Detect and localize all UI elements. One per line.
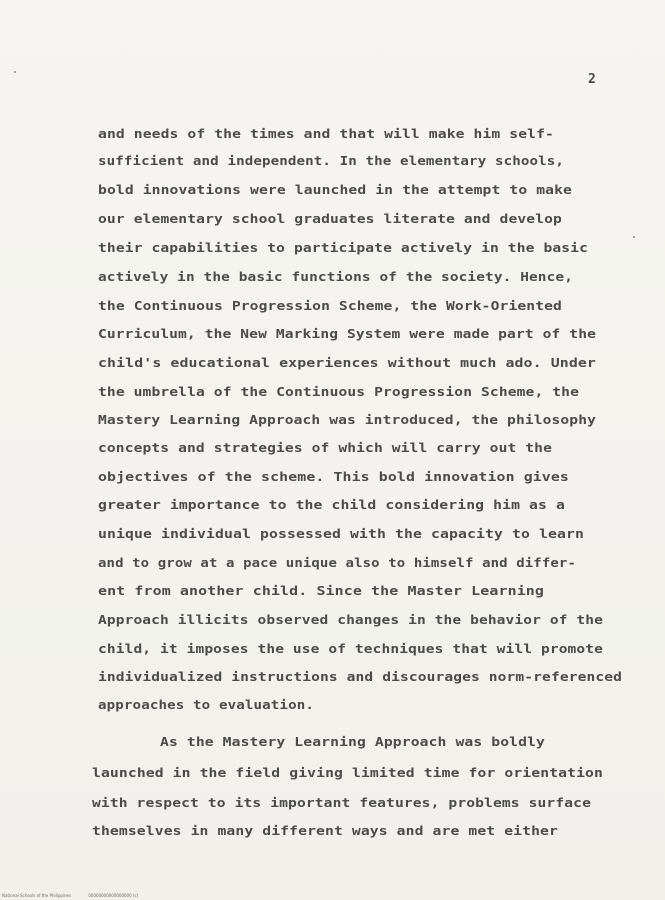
paragraph-1-line: child, it imposes the use of techniques that will promote xyxy=(98,641,603,656)
footer-institution: National Schools of the Philippines xyxy=(2,893,72,898)
paragraph-1-line: objectives of the scheme. This bold innovation gives xyxy=(98,469,569,484)
paragraph-1-line: their capabilities to participate actively in the basic xyxy=(98,240,588,255)
paragraph-2-line: launched in the field giving limited time for orientation xyxy=(92,765,603,780)
scan-footer xyxy=(2,893,154,898)
paragraph-1-line: Mastery Learning Approach was introduced, the philosophy xyxy=(98,412,596,427)
paragraph-1-line: concepts and strategies of which will carry out the xyxy=(98,440,552,455)
paragraph-2-line: with respect to its important features, problems surface xyxy=(92,795,591,810)
paragraph-1-line: Curriculum, the New Marking System were made part of the xyxy=(98,326,596,341)
paragraph-1-line: actively in the basic functions of the society. Hence, xyxy=(98,269,573,284)
paragraph-1-line: the Continuous Progression Scheme, the Work-Oriented xyxy=(98,298,562,313)
paragraph-1-line: approaches to evaluation. xyxy=(98,697,314,712)
footer-code: 00000000000000000 (c) xyxy=(88,893,139,898)
paragraph-1-line: individualized instructions and discourages norm-referenced xyxy=(98,669,622,684)
paragraph-1-line: child's educational experiences without much ado. Under xyxy=(98,355,596,370)
page-number: 2 xyxy=(588,72,596,87)
paragraph-1-line: greater importance to the child considering him as a xyxy=(98,497,565,512)
paragraph-1-line: ent from another child. Since the Master Learning xyxy=(98,583,544,598)
scan-speck xyxy=(633,236,635,238)
paragraph-1-line: unique individual possessed with the capacity to learn xyxy=(98,526,584,541)
paragraph-2-line: themselves in many different ways and are met either xyxy=(92,823,558,838)
paragraph-1-line: and needs of the times and that will make him self- xyxy=(98,126,554,141)
scan-speck xyxy=(14,71,16,73)
paragraph-1-line: the umbrella of the Continuous Progression Scheme, the xyxy=(98,384,579,399)
paragraph-1-line: and to grow at a pace unique also to himself and differ- xyxy=(98,555,576,570)
paragraph-2-line: As the Mastery Learning Approach was boldly xyxy=(160,734,545,749)
paragraph-1-line: our elementary school graduates literate and develop xyxy=(98,211,562,226)
paragraph-1-line: sufficient and independent. In the elementary schools, xyxy=(98,153,564,168)
paragraph-1-line: bold innovations were launched in the attempt to make xyxy=(98,182,572,197)
paragraph-1-line: Approach illicits observed changes in the behavior of the xyxy=(98,612,603,627)
